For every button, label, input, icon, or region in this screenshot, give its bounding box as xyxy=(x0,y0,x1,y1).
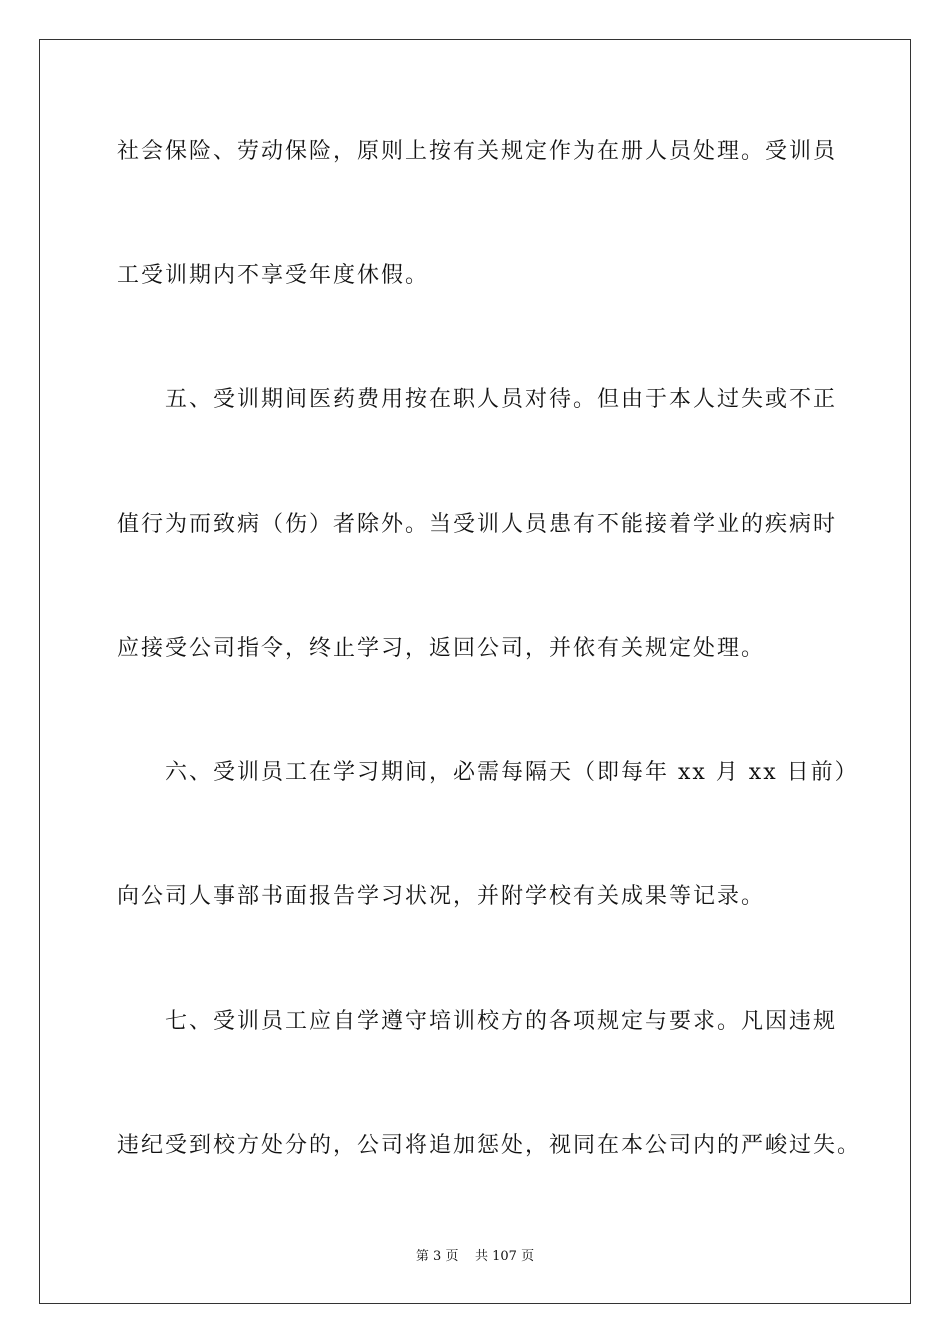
page-total: 共 107 页 xyxy=(475,1249,535,1264)
page-border xyxy=(39,39,911,1304)
body-line-5: 应接受公司指令，终止学习，返回公司，并依有关规定处理。 xyxy=(117,636,766,661)
page-number: 第 3 页 xyxy=(415,1249,459,1264)
body-line-9: 违纪受到校方处分的，公司将追加惩处，视同在本公司内的严峻过失。 xyxy=(117,1133,862,1158)
body-line-2: 工受训期内不享受年度休假。 xyxy=(117,263,430,288)
body-line-7: 向公司人事部书面报告学习状况，并附学校有关成果等记录。 xyxy=(117,884,766,909)
body-line-3: 五、受训期间医药费用按在职人员对待。但由于本人过失或不正 xyxy=(165,387,838,412)
body-line-6: 六、受训员工在学习期间，必需每隔天（即每年 xx 月 xx 日前） xyxy=(165,760,859,785)
body-line-4: 值行为而致病（伤）者除外。当受训人员患有不能接着学业的疾病时 xyxy=(117,512,838,537)
page-footer xyxy=(0,1248,950,1266)
body-line-8: 七、受训员工应自学遵守培训校方的各项规定与要求。凡因违规 xyxy=(165,1009,838,1034)
body-line-1: 社会保险、劳动保险，原则上按有关规定作为在册人员处理。受训员 xyxy=(117,139,838,164)
